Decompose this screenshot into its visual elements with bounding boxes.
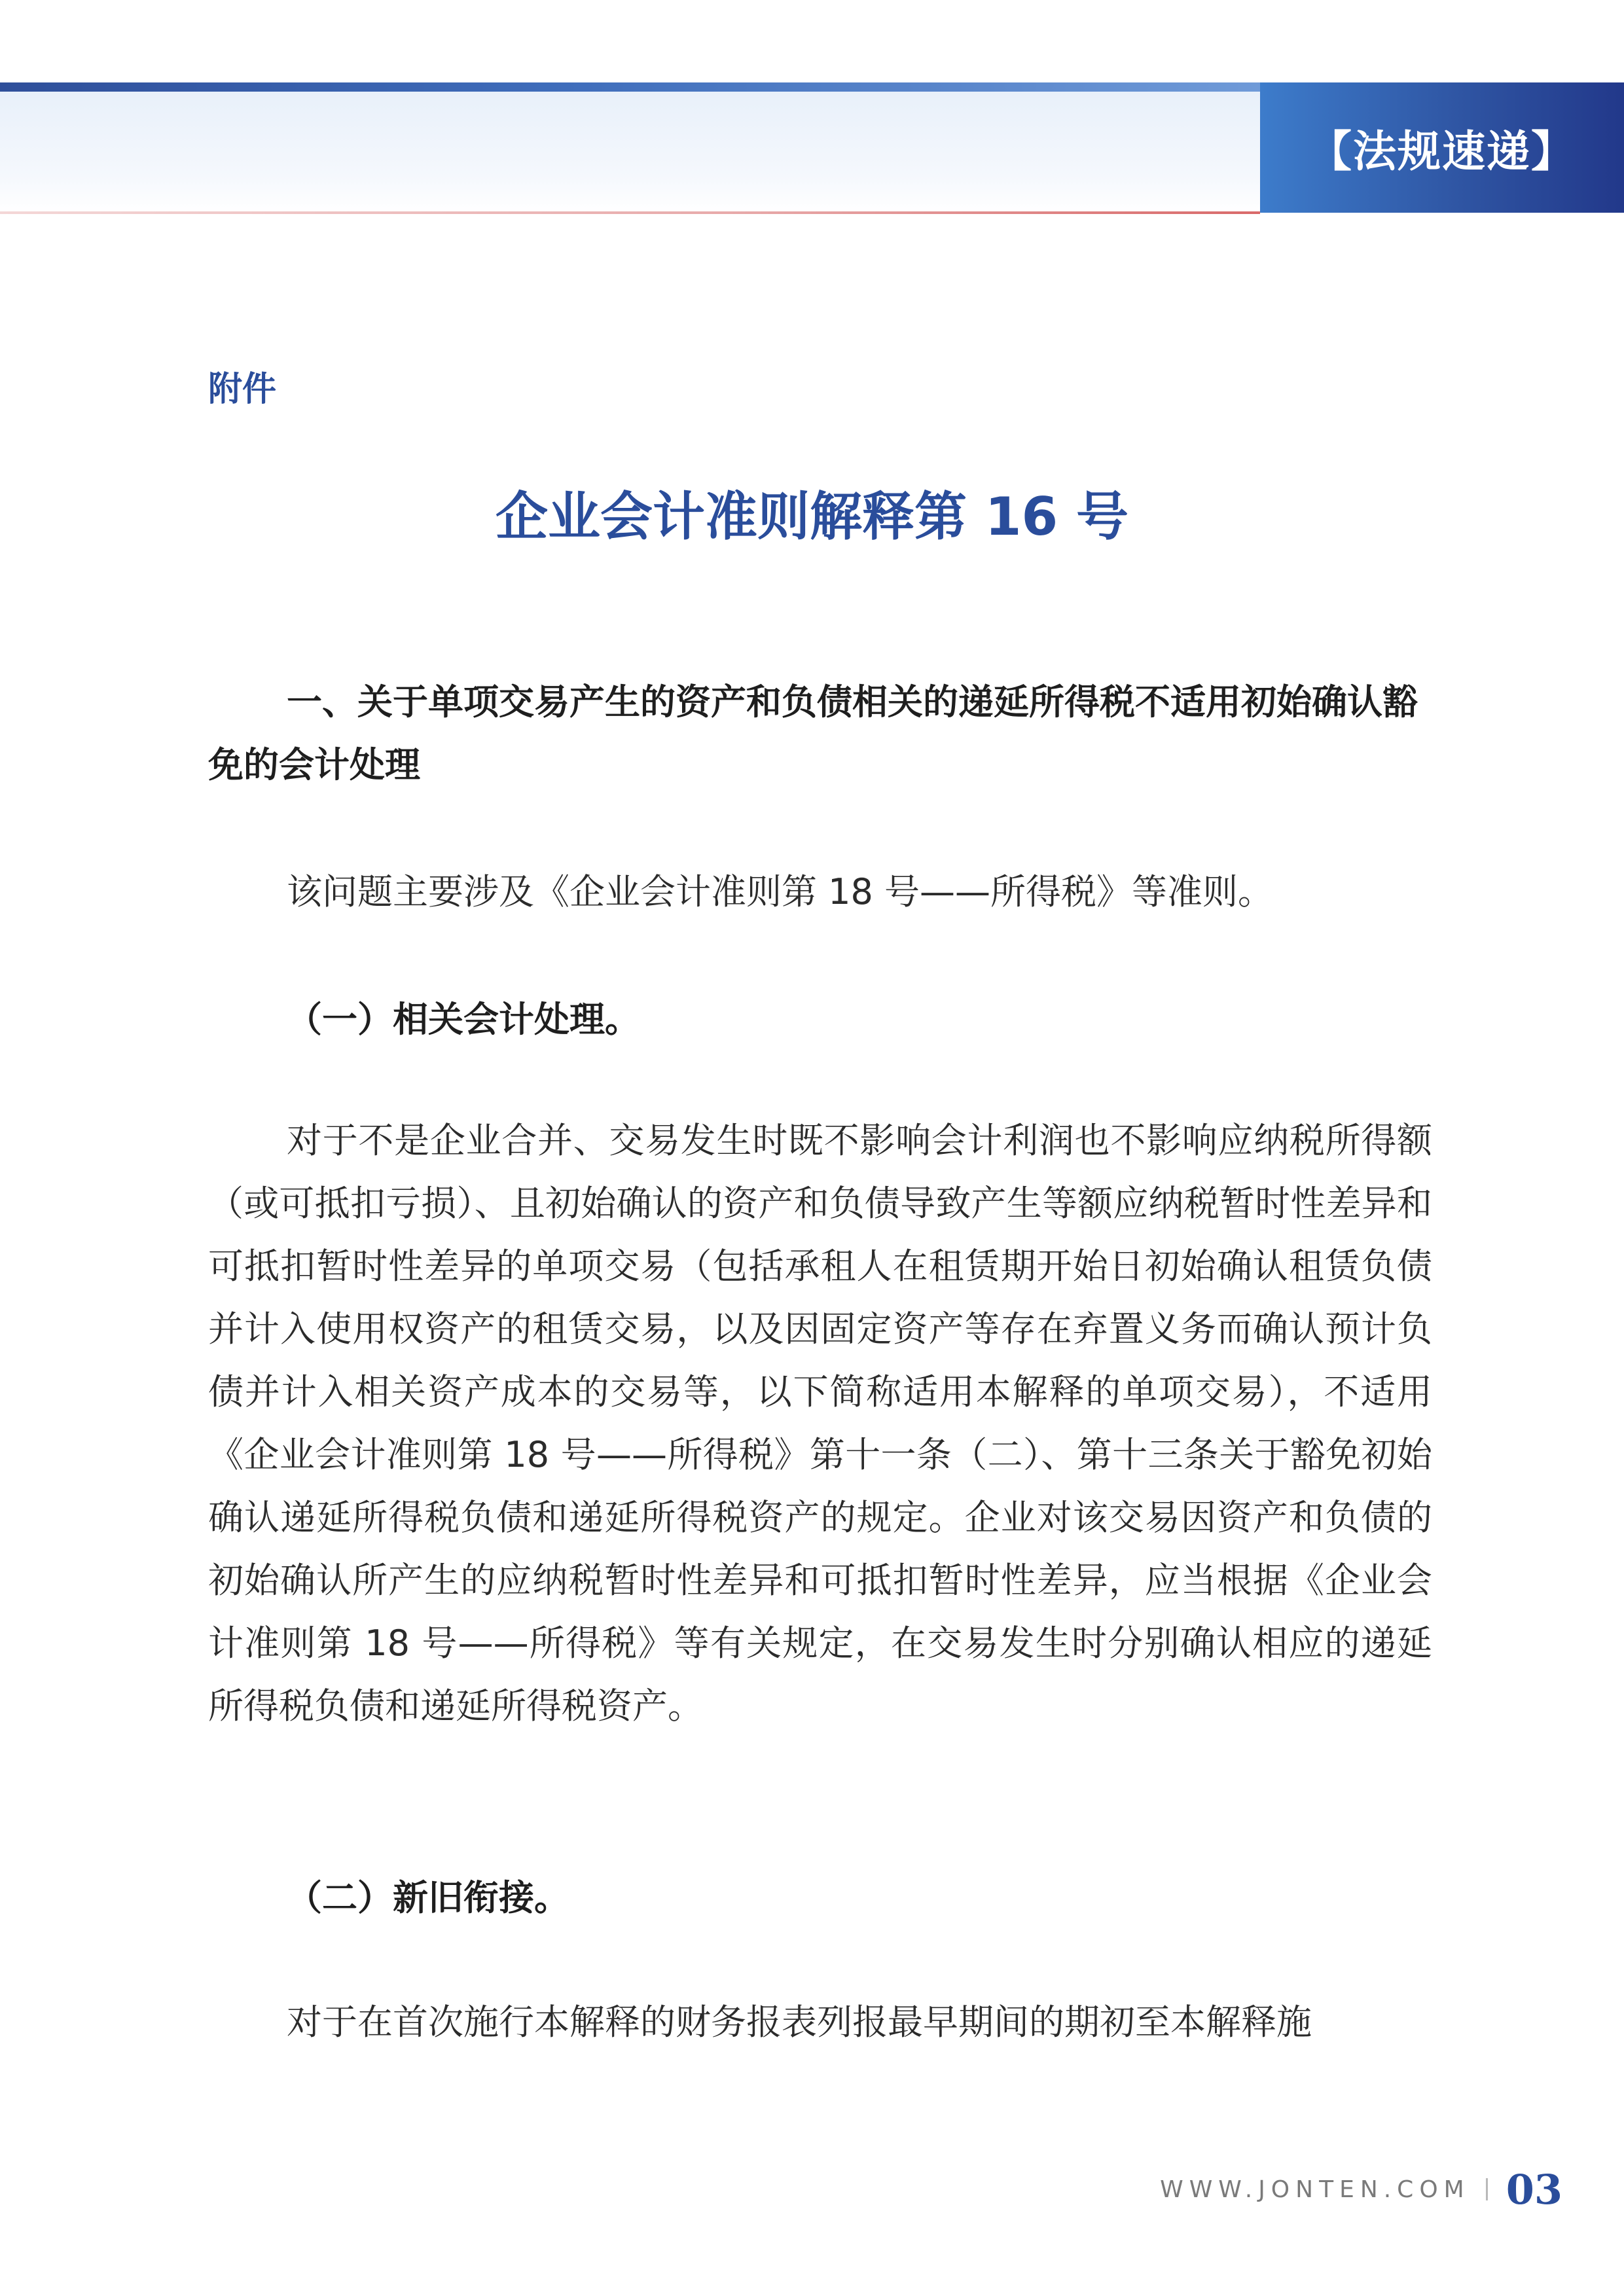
header-band bbox=[0, 92, 1260, 213]
intro-paragraph: 该问题主要涉及《企业会计准则第 18 号——所得税》等准则。 bbox=[287, 871, 1274, 912]
page-number: 03 bbox=[1506, 2165, 1562, 2214]
document-title: 企业会计准则解释第 16 号 bbox=[495, 486, 1129, 547]
page-footer bbox=[1160, 2160, 1562, 2219]
section-heading: 一、关于单项交易产生的资产和负债相关的递延所得税不适用初始确认豁免的会计处理 bbox=[208, 681, 1418, 785]
section-tab-label: 【法规速递】 bbox=[1308, 126, 1576, 177]
subsection-heading-2: （二）新旧衔接。 bbox=[287, 1877, 569, 1918]
header-bottom-rule bbox=[0, 211, 1260, 214]
subsection-body-1: 对于不是企业合并、交易发生时既不影响会计利润也不影响应纳税所得额（或可抵扣亏损）、且初始确认的资产和负债导致产生等额应纳税暂时性差异和可抵扣暂时性差异的单项交易（包括承租人在租赁期开始日初始确认租赁负债并计入使用权资产的租赁交易，以及因固定资产等存在弃置义务而确认预计负债并计入相关资产成本的交易等，以下简称适用本解释的单项交易），不适用《企业会计准则第 18 号——所得税》第十一条（二）、第十三条关于豁免初始确认递延所得税负债和递延所得税资产的规定。企业对该交易因资产和负债的初始确认所产生的应纳税暂时性差异和可抵扣暂时性差异，应当根据《企业会计准则第 18 号——所得税》等有关规定，在交易发生时分别确认相应的递延所得税负债和递延所得税资产。 bbox=[208, 1120, 1432, 1727]
footer-divider bbox=[1486, 2178, 1488, 2200]
header-top-rule bbox=[0, 82, 1260, 92]
section-tab bbox=[1260, 82, 1624, 213]
attachment-label: 附件 bbox=[208, 370, 277, 409]
subsection-heading-1: （一）相关会计处理。 bbox=[287, 999, 640, 1040]
subsection-body-2: 对于在首次施行本解释的财务报表列报最早期间的期初至本解释施 bbox=[287, 2001, 1312, 2043]
footer-website: WWW.JONTEN.COM bbox=[1160, 2176, 1470, 2203]
